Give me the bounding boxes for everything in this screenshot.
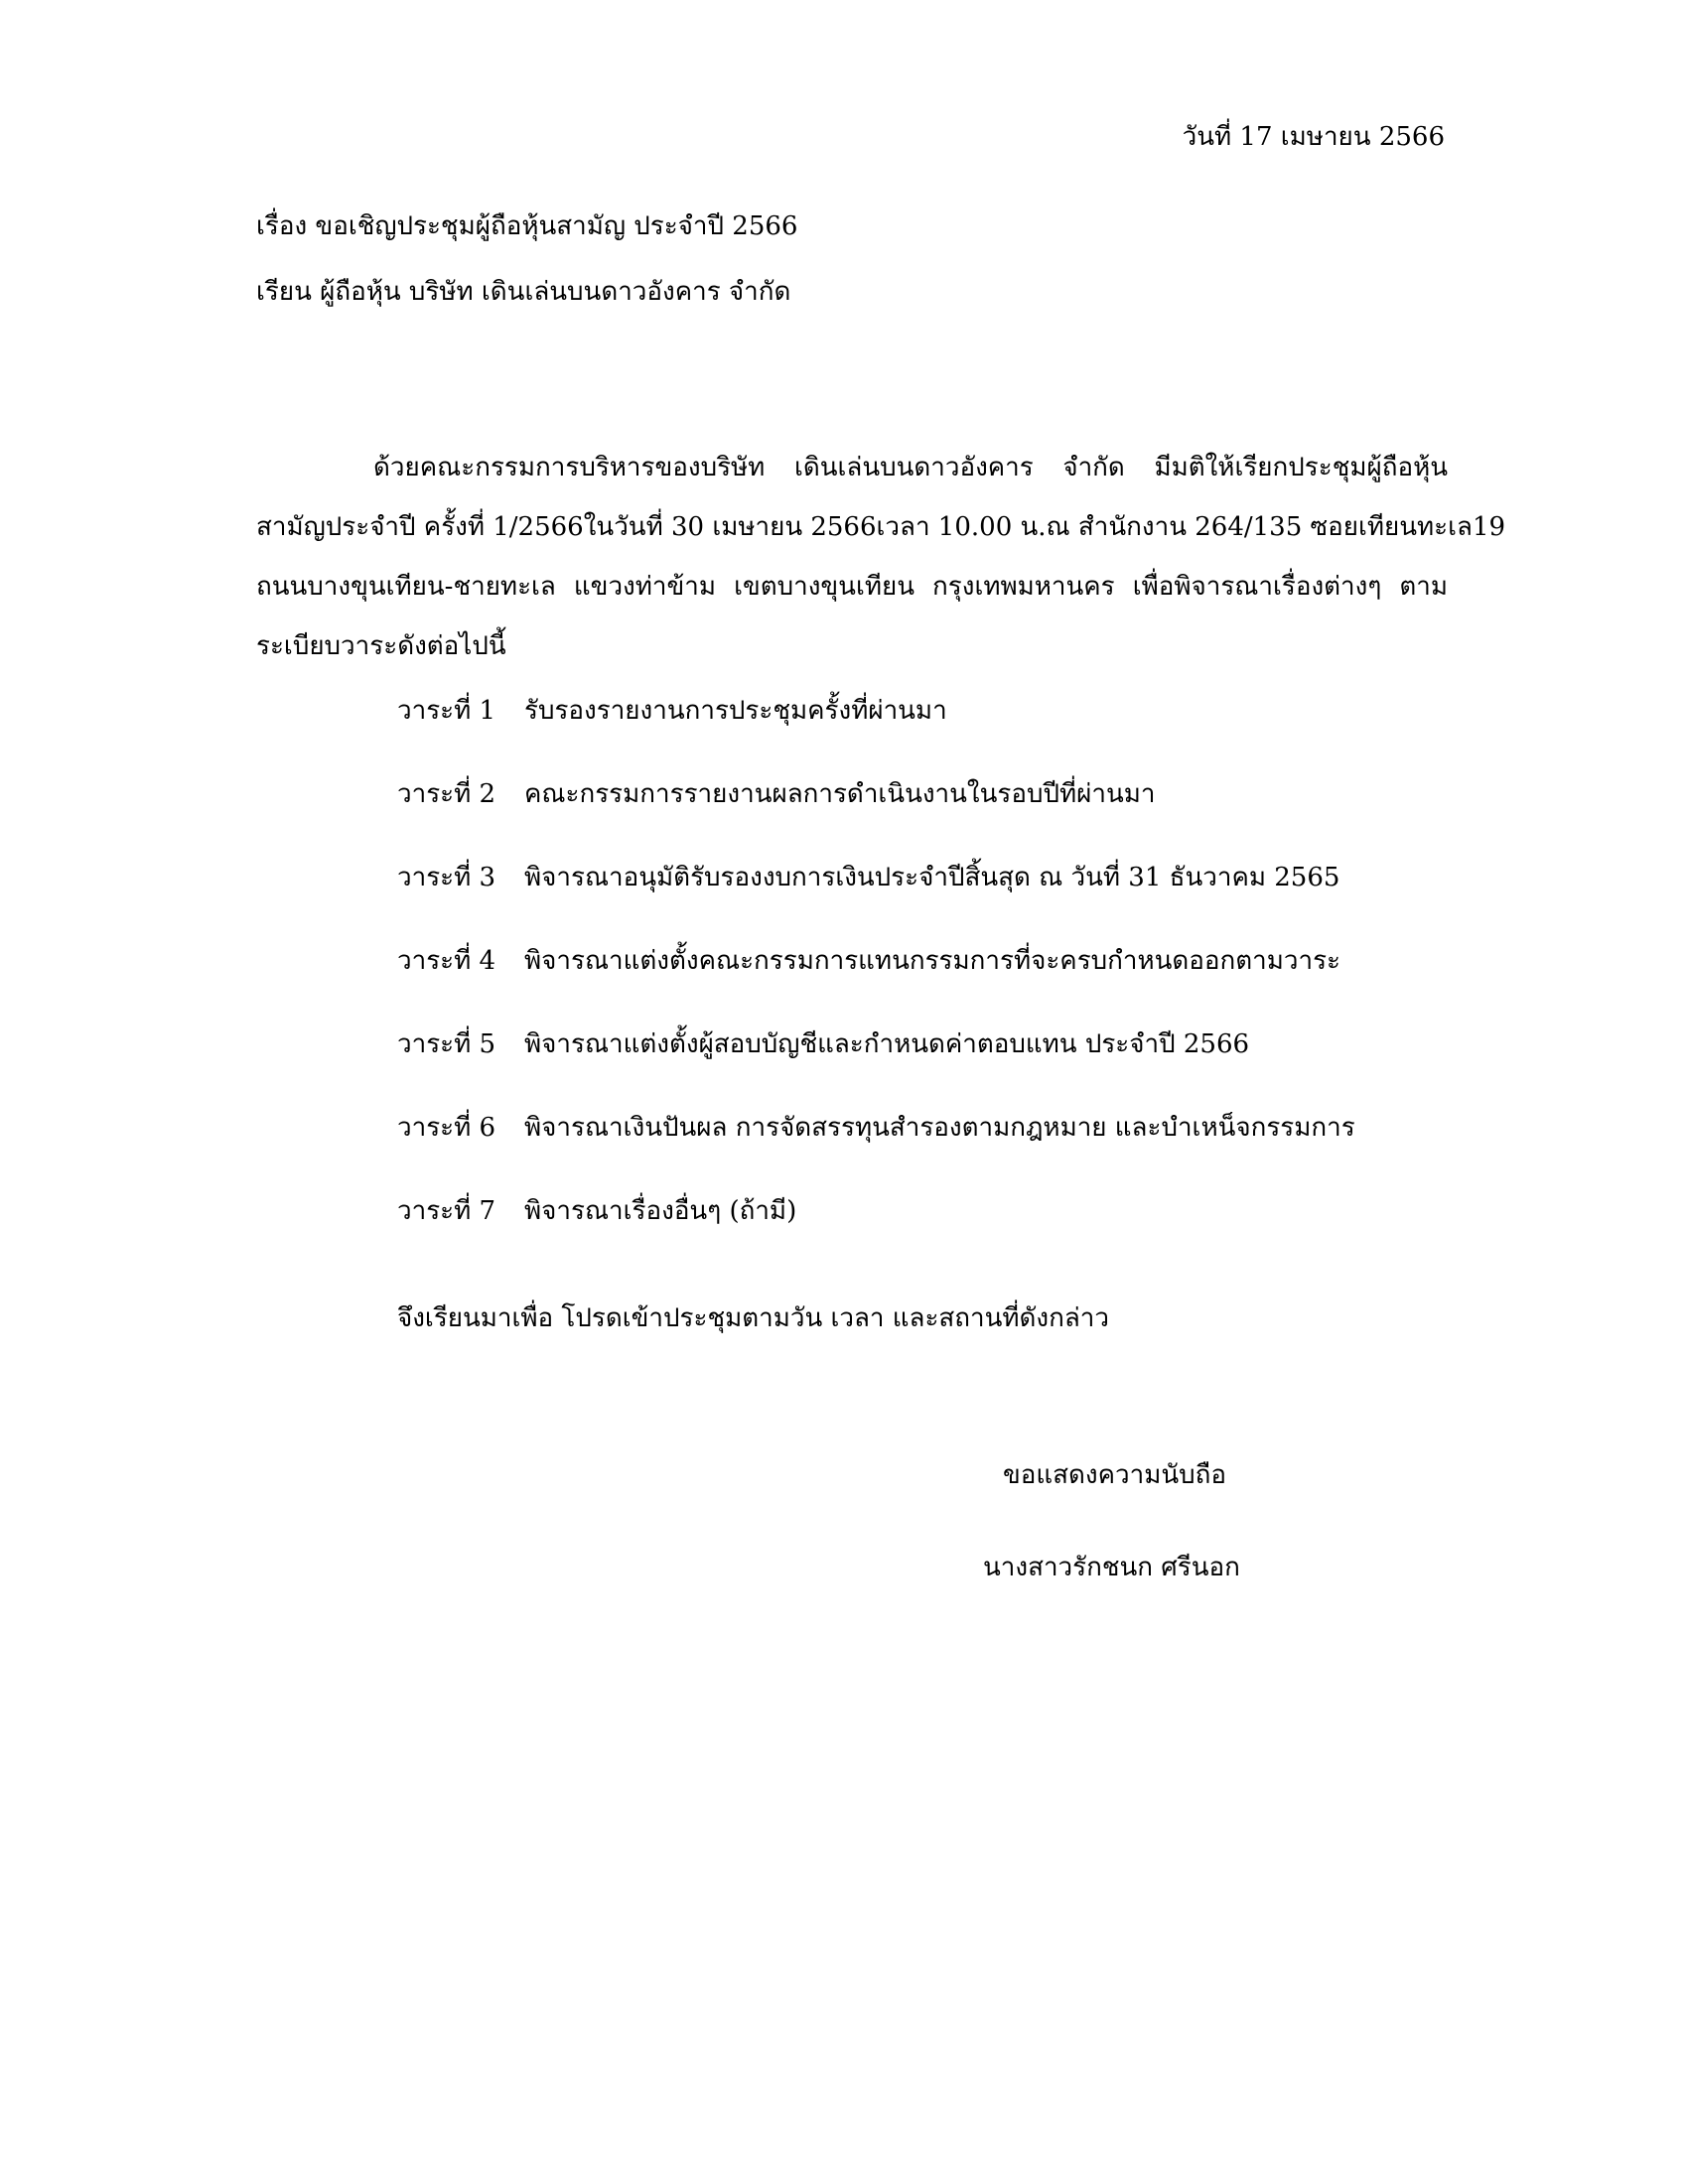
agenda-item [397,862,1355,945]
agenda-item [397,945,1355,1028]
agenda-item [397,1112,1355,1195]
agenda-item [397,1195,1355,1279]
agenda-text: คณะกรรมการรายงานผลการดำเนินงานในรอบปีที่ผ่านมา [524,779,1156,809]
agenda-text: พิจารณาแต่งตั้งคณะกรรมการแทนกรรมการที่จะครบกำหนดออกตามวาระ [524,946,1341,976]
letter-salutation: เรียน ผู้ถือหุ้น บริษัท เดินเล่นบนดาวอังคาร จำกัด [256,277,791,307]
letter-regards: ขอแสดงความนับถือ [1003,1460,1226,1490]
agenda-number: วาระที่ 2 [397,779,496,809]
agenda-number: วาระที่ 6 [397,1113,496,1143]
agenda-number: วาระที่ 1 [397,696,496,726]
letter-date: วันที่ 17 เมษายน 2566 [1182,122,1445,152]
letter-subject: เรื่อง ขอเชิญประชุมผู้ถือหุ้นสามัญ ประจำปี 2566 [256,211,798,241]
agenda-text: พิจารณาเรื่องอื่นๆ (ถ้ามี) [524,1196,797,1226]
agenda-text: พิจารณาแต่งตั้งผู้สอบบัญชีและกำหนดค่าตอบแทน ประจำปี 2566 [524,1029,1250,1059]
body-line-3: ถนนบางขุนเทียน-ชายทะเล แขวงท่าข้าม เขตบางขุนเทียน กรุงเทพมหานคร เพื่อพิจารณาเรื่องต่างๆ ตาม [256,572,1448,602]
body-line-2: สามัญประจำปี ครั้งที่ 1/2566ในวันที่ 30 เมษายน 2566เวลา 10.00 น.ณ สำนักงาน 264/135 ซอยเทียนทะเล19 [256,512,1506,542]
agenda-item [397,1028,1355,1112]
body-line-1: ด้วยคณะกรรมการบริหารของบริษัท เดินเล่นบนดาวอังคาร จำกัด มีมติให้เรียกประชุมผู้ถือหุ้น [373,453,1448,482]
agenda-number: วาระที่ 4 [397,946,496,976]
agenda-text: พิจารณาอนุมัติรับรองงบการเงินประจำปีสิ้นสุด ณ วันที่ 31 ธันวาคม 2565 [524,863,1340,892]
letter-closing: จึงเรียนมาเพื่อ โปรดเข้าประชุมตามวัน เวลา และสถานที่ดังกล่าว [397,1303,1110,1333]
agenda-number: วาระที่ 7 [397,1196,496,1226]
agenda-item [397,695,1355,778]
agenda-text: รับรองรายงานการประชุมครั้งที่ผ่านมา [524,696,947,726]
agenda-item [397,778,1355,862]
body-line-4: ระเบียบวาระดังต่อไปนี้ [256,631,506,661]
agenda-number: วาระที่ 3 [397,863,496,892]
letter-signer: นางสาวรักชนก ศรีนอก [983,1553,1240,1582]
agenda-text: พิจารณาเงินปันผล การจัดสรรทุนสำรองตามกฎหมาย และบำเหน็จกรรมการ [524,1113,1355,1143]
agenda-list [397,695,1355,1279]
agenda-number: วาระที่ 5 [397,1029,496,1059]
